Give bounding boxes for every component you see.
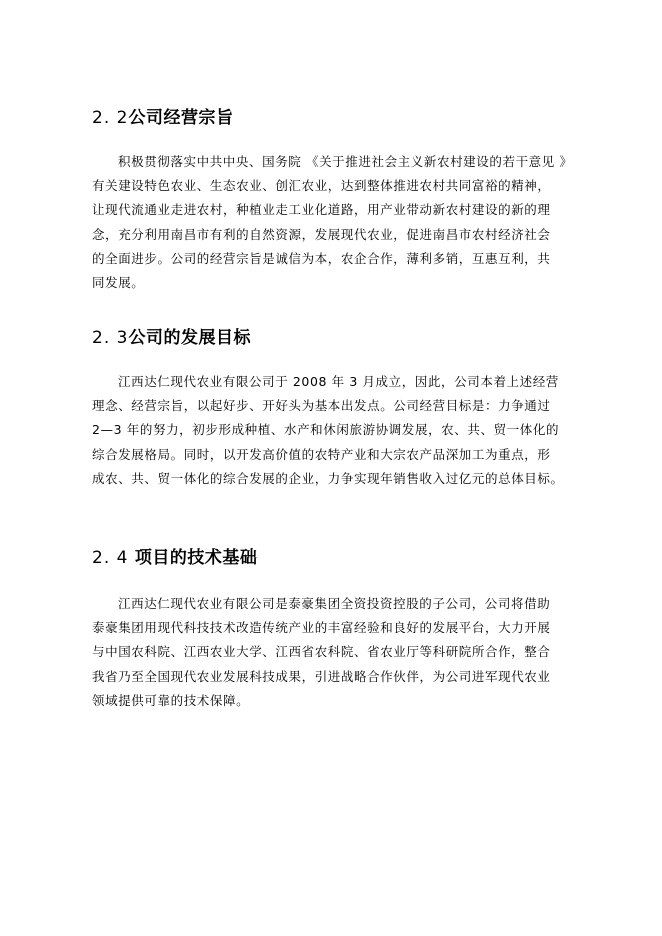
section-title: 项目的技术基础 — [128, 548, 258, 568]
section-paragraph-2-2 — [92, 150, 573, 295]
paragraph-line: 江西达仁现代农业有限公司于 2008 年 3 月成立，因此，公司本着上述经营 — [118, 374, 559, 389]
paragraph-line: 江西达仁现代农业有限公司是泰豪集团全资投资控股的子公司，公司将借助 — [118, 596, 551, 611]
paragraph-line: 有关建设特色农业、生态农业、创汇农业，达到整体推进农村共同富裕的精神， — [92, 178, 551, 194]
paragraph-line: 领域提供可靠的技术保障。 — [92, 692, 250, 708]
paragraph-line: 同发展。 — [92, 274, 145, 290]
paragraph-line: 让现代流通业走进农村，种植业走工业化道路，用产业带动新农村建设的新的理 — [92, 202, 551, 218]
section-title: 公司的发展目标 — [128, 328, 251, 348]
section-paragraph-2-4 — [92, 592, 564, 713]
section-number: 2. 2 — [92, 108, 129, 128]
paragraph-line: 与中国农科院、江西农业大学、江西省农科院、省农业厅等科研院所合作，整合 — [92, 644, 551, 660]
section-heading-2-3 — [92, 328, 251, 348]
paragraph-line: 泰豪集团用现代科技技术改造传统产业的丰富经验和良好的发展平台，大力开展 — [92, 620, 551, 636]
paragraph-line: 综合发展格局。同时，以开发高价值的农特产业和大宗农产品深加工为重点，形 — [92, 446, 551, 462]
paragraph-line: 积极贯彻落实中共中央、国务院 《关于推进社会主义新农村建设的若干意见 》 — [118, 154, 573, 169]
paragraph-line: 念，充分利用南昌市有利的自然资源，发展现代农业，促进南昌市农村经济社会 — [92, 226, 551, 242]
section-heading-2-2 — [92, 108, 233, 128]
section-heading-2-4 — [92, 548, 257, 568]
section-title: 公司经营宗旨 — [128, 108, 234, 128]
paragraph-line: 我省乃至全国现代农业发展科技成果，引进战略合作伙伴，为公司进军现代农业 — [92, 668, 551, 684]
paragraph-line: 成农、共、贸一体化的综合发展的企业，力争实现年销售收入过亿元的总体目标。 — [92, 470, 564, 486]
paragraph-line: 的全面进步。公司的经营宗旨是诚信为本，农企合作，薄利多销，互惠互利，共 — [92, 250, 551, 266]
paragraph-line: 理念、经营宗旨，以起好步、开好头为基本出发点。公司经营目标是：力争通过 — [92, 398, 551, 414]
section-number: 2. 4 — [92, 548, 129, 568]
section-paragraph-2-3 — [92, 370, 564, 491]
section-number: 2. 3 — [92, 328, 129, 348]
paragraph-line: 2—3 年的努力，初步形成种植、水产和休闲旅游协调发展，农、共、贸一体化的 — [92, 422, 560, 438]
